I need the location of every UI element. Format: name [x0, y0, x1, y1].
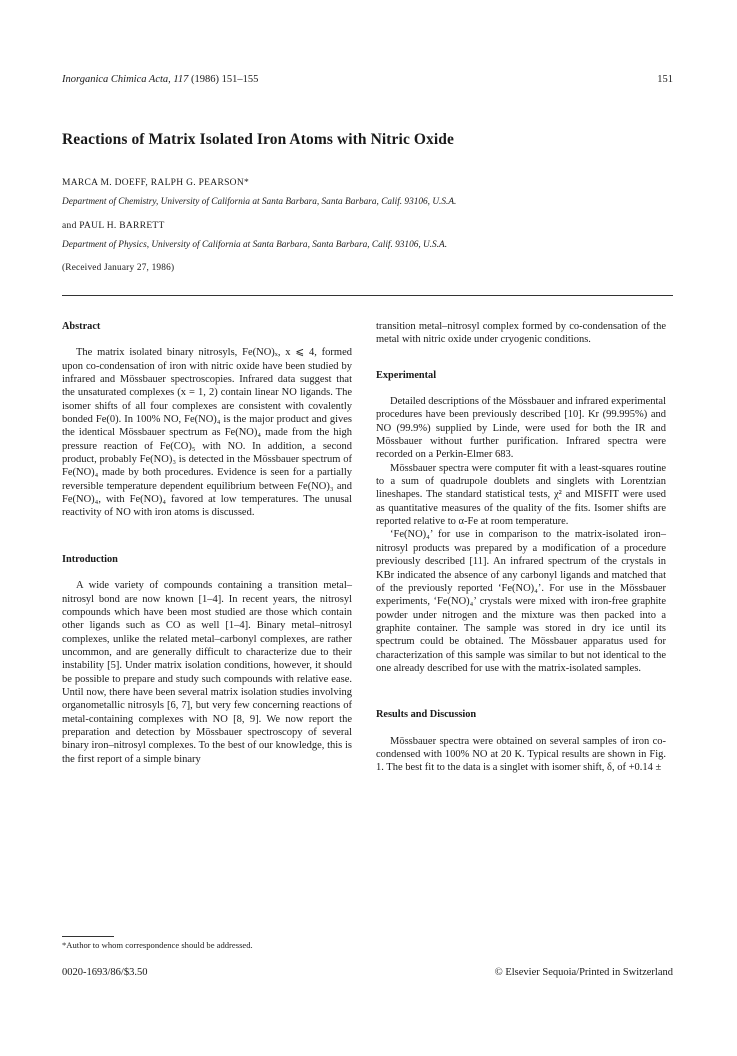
affiliation-chemistry: Department of Chemistry, University of California at Santa Barbara, Santa Barbara, Calif. 93106, U.S.A. [62, 197, 457, 207]
experimental-paragraph-3: ‘Fe(NO)₄’ for use in comparison to the matrix-isolated iron–nitrosyl products was prepared by a modification of a procedure previously described [11]. An infrared spectrum of the crystals in KBr indicated the absence of any carbonyl ligands and matched that of the previously reported ‘Fe(NO)₄’. For use in the Mössbauer experiments, ‘Fe(NO)₄’ crystals were mixed with iron-free graphite powder under nitrogen and the mixture was then packed into a graphite container. The sample was stored in dry ice until its spectrum could be obtained. The Mössbauer apparatus used for characterization of this sample was similar to but not identical to the one already described for use with the matrix-isolated samples. [376, 529, 666, 674]
abstract-heading: Abstract [62, 321, 101, 332]
experimental-paragraph-1: Detailed descriptions of the Mössbauer and infrared experimental procedures have been previously described [10]. Kr (99.995%) and NO (99.9%) supplied by Linde, were used for both the IR and Mössbauer without further purification. Infrared spectra were recorded on a Perkin-Elmer 683. [376, 396, 666, 461]
received-date: (Received January 27, 1986) [62, 263, 175, 273]
right-column [376, 320, 666, 775]
journal-name: Inorganica Chimica Acta, [62, 74, 171, 85]
publisher-notice: © Elsevier Sequoia/Printed in Switzerland [494, 967, 673, 978]
header-divider [62, 295, 673, 296]
experimental-paragraph-2: Mössbauer spectra were computer fit with a least-squares routine to a sum of quadrupole doublets and singlets with Lorentzian lineshapes. The standard statistical tests, χ² and MISFIT were used as quantitative measures of the quality of the fits. Isomer shifts are reported relative to α-Fe at room temperature. [376, 462, 666, 528]
journal-volume: 117 [173, 74, 189, 85]
left-column [62, 320, 352, 766]
paper-title: Reactions of Matrix Isolated Iron Atoms with Nitric Oxide [62, 131, 455, 148]
authors-group-2: and PAUL H. BARRETT [62, 221, 165, 231]
journal-year-pages: (1986) 151–155 [191, 74, 259, 85]
introduction-continuation: transition metal–nitrosyl complex formed by co-condensation of the metal with nitric oxide under cryogenic conditions. [376, 321, 666, 346]
issn-code: 0020-1693/86/$3.50 [62, 967, 148, 978]
footnote-divider [62, 936, 114, 937]
affiliation-physics: Department of Physics, University of California at Santa Barbara, Santa Barbara, Calif. 93106, U.S.A. [62, 240, 448, 250]
results-heading: Results and Discussion [376, 709, 477, 721]
authors-group-1: MARCA M. DOEFF, RALPH G. PEARSON* [62, 178, 250, 188]
results-paragraph-1: Mössbauer spectra were obtained on several samples of iron co-condensed with 100% NO at 20 K. Typical results are shown in Fig. 1. The best fit to the data is a singlet with isomer shift, δ, of +0.14 ± [376, 735, 666, 774]
journal-header [62, 74, 258, 85]
page-number: 151 [657, 74, 673, 85]
experimental-heading: Experimental [376, 369, 437, 381]
introduction-text: A wide variety of compounds containing a transition metal–nitrosyl bond are now known [1–4]. In recent years, the nitrosyl compounds which have been most studied are those which contain other ligands such as CO as well [1–4]. Binary metal–nitrosyl complexes, unlike the related metal–carbonyl complexes, are rather uncommon, and are generally difficult to characterize due to their instability [5]. Under matrix isolation conditions, however, it should be possible to prepare and study such compounds with relative ease. Until now, there have been several matrix isolation studies involving organometallic nitrosyls [6, 7], but very few concerning reactions of metal-containing complexes with NO [8, 9]. We now report the preparation and detection by Mössbauer spectroscopy of several binary iron–nitrosyl complexes. To the best of our knowledge, this is the first report of a simple binary [62, 580, 352, 765]
abstract-text: The matrix isolated binary nitrosyls, Fe(NO)ₓ, x ⩽ 4, formed upon co-condensation of iron with nitric oxide have been studied by infrared and Mössbauer spectroscopies. Infrared data suggest that the unsaturated complexes (x = 1, 2) contain linear NO ligands. The isomer shifts of all four complexes are consistent with covalently bonded Fe(0). In 100% NO, Fe(NO)₄ is the major product and gives the identical Mössbauer spectrum as Fe(NO)₄ made from the high pressure reaction of Fe(CO)₅ with NO. In addition, a second product, probably Fe(NO)₃ is detected in the Mössbauer spectrum of Fe(NO)₄ made by both procedures. Evidence is seen for a partially reversible temperature dependent equilibrium between Fe(NO)₃ and Fe(NO)₄, with Fe(NO)₄ favored at low temperatures. The unusal reactivity of NO with iron atoms is discussed. [62, 347, 352, 519]
footnote: *Author to whom correspondence should be addressed. [62, 940, 253, 950]
introduction-heading: Introduction [62, 553, 118, 565]
